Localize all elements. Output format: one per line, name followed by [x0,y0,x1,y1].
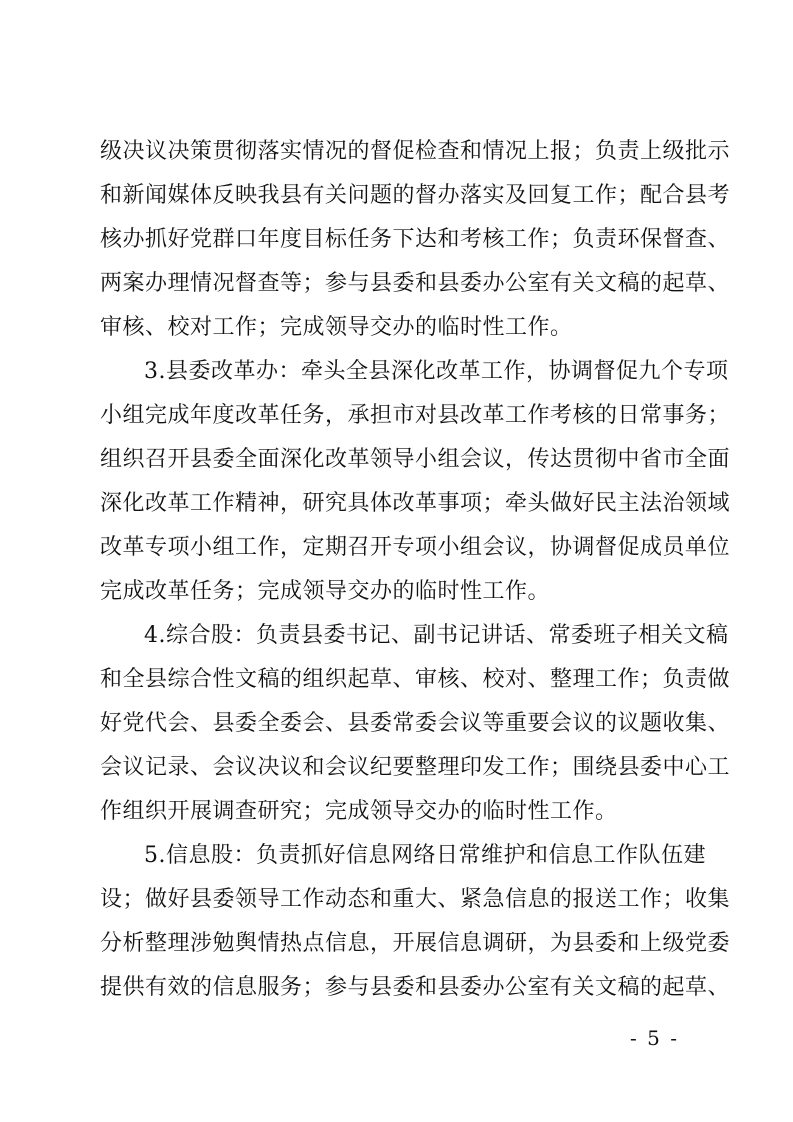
text-line-1: 级决议决策贯彻落实情况的督促检查和情况上报；负责上级批示 [100,139,731,164]
text-line-18: 设；做好县委领导工作动态和重大、紧急信息的报送工作；收集 [100,887,731,912]
text-line-3: 核办抓好党群口年度目标任务下达和考核工作；负责环保督查、 [100,227,731,252]
text-line-4: 两案办理情况督查等；参与县委和县委办公室有关文稿的起草、 [100,271,731,296]
section-5-heading-line: 5.信息股：负责抓好信息网络日常维护和信息工作队伍建 [144,843,706,868]
text-line-7: 小组完成年度改革任务，承担市对县改革工作考核的日常事务； [100,403,731,428]
text-line-9: 深化改革工作精神，研究具体改革事项；牵头做好民主法治领域 [100,491,731,516]
text-line-5: 审核、校对工作；完成领导交办的临时性工作。 [100,315,573,340]
section-3-heading-line: 3.县委改革办：牵头全县深化改革工作，协调督促九个专项 [144,359,729,384]
section-4-heading-line: 4.综合股：负责县委书记、副书记讲话、常委班子相关文稿 [144,623,729,648]
text-line-13: 和全县综合性文稿的组织起草、审核、校对、整理工作；负责做 [100,667,731,692]
text-line-16: 作组织开展调查研究；完成领导交办的临时性工作。 [100,799,618,824]
text-line-20: 提供有效的信息服务；参与县委和县委办公室有关文稿的起草、 [100,975,731,1000]
text-line-19: 分析整理涉勉舆情热点信息，开展信息调研，为县委和上级党委 [100,931,731,956]
text-line-10: 改革专项小组工作，定期召开专项小组会议，协调督促成员单位 [100,535,731,560]
page-number: - 5 - [630,1026,679,1050]
text-line-14: 好党代会、县委全委会、县委常委会议等重要会议的议题收集、 [100,711,731,736]
text-line-15: 会议记录、会议决议和会议纪要整理印发工作；围绕县委中心工 [100,755,731,780]
text-line-11: 完成改革任务；完成领导交办的临时性工作。 [100,579,551,604]
text-line-2: 和新闻媒体反映我县有关问题的督办落实及回复工作；配合县考 [100,183,731,208]
text-line-8: 组织召开县委全面深化改革领导小组会议，传达贯彻中省市全面 [100,447,731,472]
